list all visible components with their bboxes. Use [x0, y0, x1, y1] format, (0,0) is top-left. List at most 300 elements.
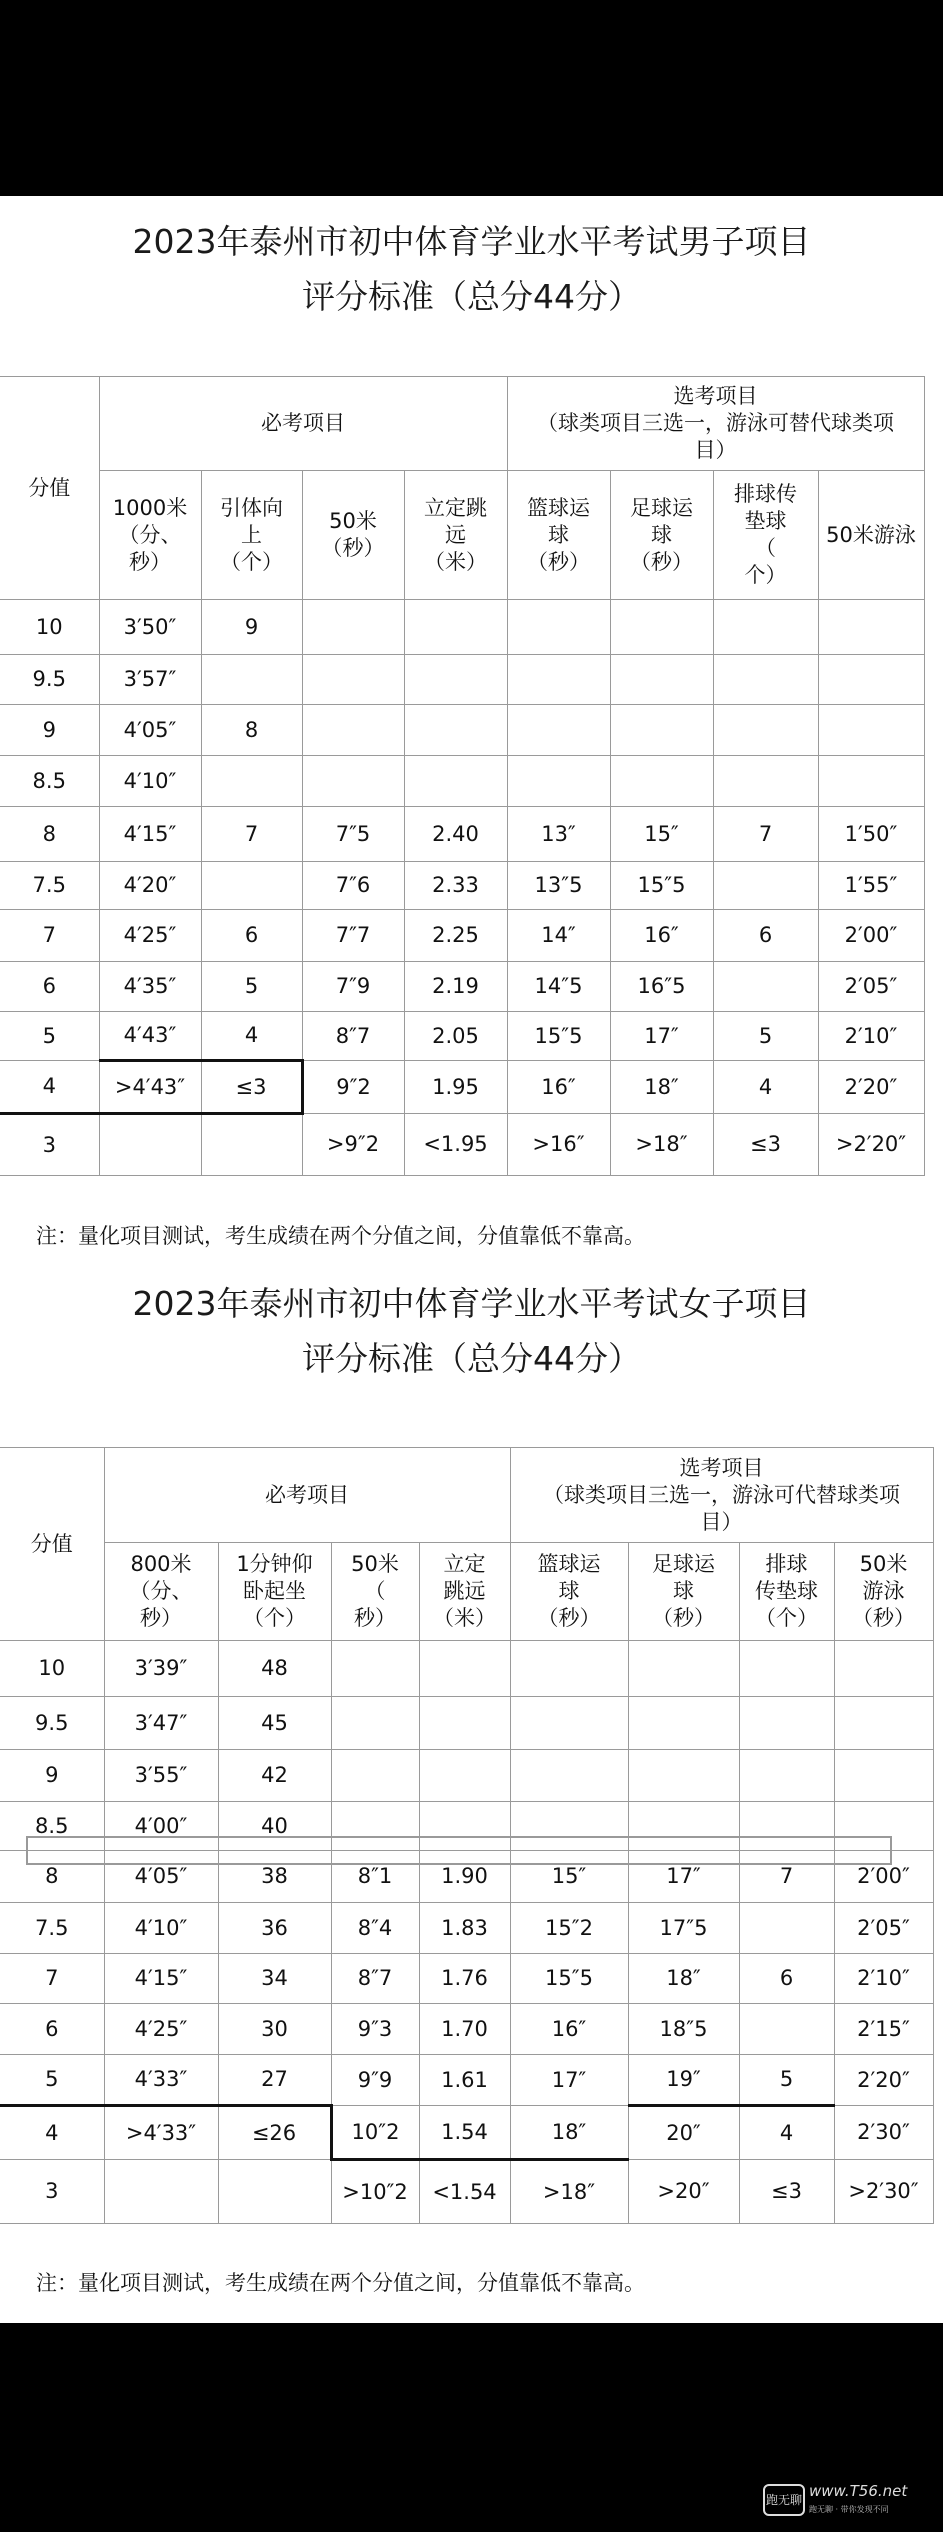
cell-swim-50m: 2′00″	[818, 910, 924, 962]
cell-volleyball	[713, 600, 818, 655]
cell-swim-50m: 2′05″	[834, 1903, 933, 1954]
cell-swim-50m: 2′30″	[834, 2106, 933, 2160]
cell-score: 3	[0, 2160, 104, 2224]
col-header-line: （秒）	[321, 536, 385, 560]
cell-basketball: 15″2	[510, 1903, 628, 1954]
cell-sprint-50m: 7″9	[302, 962, 404, 1012]
cell-football	[610, 600, 713, 655]
col-header-sprint-50m	[331, 1543, 419, 1641]
cell-football: 19″	[628, 2055, 739, 2106]
cell-volleyball: ≤3	[739, 2160, 834, 2224]
cell-sprint-50m	[331, 1802, 419, 1851]
cell-basketball	[507, 756, 610, 807]
cell-sprint-50m	[302, 655, 404, 705]
cell-volleyball	[713, 705, 818, 756]
cell-long-jump	[419, 1802, 510, 1851]
cell-sprint-50m	[302, 600, 404, 655]
cell-football	[628, 1750, 739, 1802]
table-row	[0, 910, 924, 962]
cell-football: 18″	[628, 1954, 739, 2004]
cell-score: 9	[0, 1750, 104, 1802]
cell-football: 17″	[628, 1851, 739, 1903]
table-row	[0, 1697, 933, 1750]
col-header-line: 传垫球	[755, 1579, 818, 1603]
col-header-line: 秒）	[140, 1606, 182, 1630]
cell-run: 4′35″	[99, 962, 201, 1012]
cell-football	[628, 1802, 739, 1851]
cell-volleyball: 5	[739, 2055, 834, 2106]
col-header-line: 50米游泳	[826, 522, 916, 547]
col-header-line: 引体向	[220, 495, 283, 520]
cell-long-jump	[404, 756, 507, 807]
cell-basketball: 13″5	[507, 862, 610, 910]
cell-football: 18″5	[628, 2004, 739, 2055]
cell-swim-50m	[834, 1641, 933, 1697]
table-row	[0, 807, 924, 862]
cell-score: 7	[0, 1954, 104, 2004]
col-header-line: 游泳	[862, 1579, 905, 1603]
girls-score-table	[0, 1447, 934, 2224]
cell-score: 5	[0, 2055, 104, 2106]
table-row	[0, 962, 924, 1012]
cell-score: 4	[0, 1061, 99, 1114]
boys-title-line1: 2023年泰州市初中体育学业水平考试男子项目	[132, 222, 811, 261]
cell-sprint-50m	[331, 1641, 419, 1697]
cell-long-jump: 1.70	[419, 2004, 510, 2055]
cell-sprint-50m: 8″7	[331, 1954, 419, 2004]
col-header-line: （米）	[433, 1606, 496, 1630]
cell-football: 20″	[628, 2106, 739, 2160]
cell-sprint-50m: 7″5	[302, 807, 404, 862]
col-header-line: （个）	[220, 549, 283, 574]
cell-basketball	[507, 600, 610, 655]
cell-strength	[218, 2160, 331, 2224]
cell-volleyball	[739, 1802, 834, 1851]
col-header-line: 秒）	[129, 549, 171, 574]
cell-strength: ≤3	[201, 1061, 302, 1114]
optional-items-note: （球类项目三选一，游泳可替代球类项	[537, 411, 894, 435]
cell-basketball: 17″	[510, 2055, 628, 2106]
required-items-header: 必考项目	[104, 1448, 510, 1543]
cell-swim-50m: >2′30″	[834, 2160, 933, 2224]
col-header-run	[104, 1543, 218, 1641]
cell-strength: 34	[218, 1954, 331, 2004]
cell-swim-50m: 1′55″	[818, 862, 924, 910]
cell-football	[610, 756, 713, 807]
table-row	[0, 1851, 933, 1903]
cell-volleyball	[739, 1641, 834, 1697]
cell-run	[104, 2160, 218, 2224]
cell-volleyball	[713, 862, 818, 910]
col-header-line: 排球传	[734, 482, 797, 506]
cell-score: 7	[0, 910, 99, 962]
girls-note: 注：量化项目测试，考生成绩在两个分值之间，分值靠低不靠高。	[36, 2271, 645, 2295]
cell-run: 4′43″	[99, 1012, 201, 1061]
col-header-line: 1分钟仰	[236, 1552, 313, 1576]
cell-volleyball: 6	[713, 910, 818, 962]
col-header-line: 球	[673, 1579, 694, 1603]
col-header-line: 球	[651, 522, 672, 547]
cell-football	[628, 1641, 739, 1697]
cell-sprint-50m: 9″3	[331, 2004, 419, 2055]
col-header-sprint-50m	[302, 471, 404, 600]
table-row	[0, 862, 924, 910]
optional-items-note-cont: 目）	[700, 1509, 743, 1534]
cell-strength: 30	[218, 2004, 331, 2055]
optional-items-note: （球类项目三选一，游泳可代替球类项	[543, 1482, 900, 1507]
col-header-line: （秒）	[537, 1606, 601, 1630]
cell-run: 3′57″	[99, 655, 201, 705]
cell-football	[610, 705, 713, 756]
col-header-line: 球	[558, 1579, 580, 1603]
col-header-line: 个）	[744, 563, 787, 587]
cell-run: 3′50″	[99, 600, 201, 655]
table-row	[0, 2004, 933, 2055]
cell-strength	[201, 862, 302, 910]
col-header-line: （个）	[243, 1606, 306, 1630]
col-header-line: 立定跳	[424, 495, 487, 520]
cell-long-jump: 1.83	[419, 1903, 510, 1954]
cell-run: 3′39″	[104, 1641, 218, 1697]
cell-volleyball: 4	[713, 1061, 818, 1114]
cell-run: >4′33″	[104, 2106, 218, 2160]
cell-volleyball	[713, 962, 818, 1012]
col-header-line: （秒）	[527, 549, 590, 574]
cell-basketball: 15″5	[507, 1012, 610, 1061]
cell-run: 4′10″	[99, 756, 201, 807]
cell-sprint-50m: 8″1	[331, 1851, 419, 1903]
cell-volleyball	[713, 655, 818, 705]
cell-run: 4′05″	[104, 1851, 218, 1903]
cell-volleyball	[739, 1750, 834, 1802]
cell-basketball: 16″	[507, 1061, 610, 1114]
cell-swim-50m: >2′20″	[818, 1114, 924, 1176]
cell-basketball	[510, 1641, 628, 1697]
col-header-line: 秒）	[354, 1606, 396, 1630]
cell-long-jump	[404, 655, 507, 705]
cell-run: >4′43″	[99, 1061, 201, 1114]
cell-sprint-50m	[331, 1697, 419, 1750]
cell-volleyball: 5	[713, 1012, 818, 1061]
cell-basketball	[510, 1802, 628, 1851]
cell-football	[610, 655, 713, 705]
boys-score-sheet	[0, 196, 943, 1278]
optional-items-header	[510, 1448, 933, 1543]
cell-basketball	[507, 655, 610, 705]
table-row	[0, 1750, 933, 1802]
table-row	[0, 2160, 933, 2224]
col-header-line: 篮球运	[527, 495, 590, 520]
col-header-line: （秒）	[652, 1606, 715, 1630]
cell-swim-50m	[834, 1802, 933, 1851]
cell-score: 8.5	[0, 1802, 104, 1851]
cell-sprint-50m	[302, 756, 404, 807]
cell-strength: 36	[218, 1903, 331, 1954]
col-header-swim-50m	[818, 471, 924, 600]
cell-football: 18″	[610, 1061, 713, 1114]
cell-volleyball	[739, 1903, 834, 1954]
cell-basketball: 13″	[507, 807, 610, 862]
cell-long-jump	[404, 600, 507, 655]
col-header-line: 50米	[351, 1552, 399, 1576]
table-row	[0, 1954, 933, 2004]
cell-swim-50m: 2′05″	[818, 962, 924, 1012]
cell-score: 7.5	[0, 862, 99, 910]
col-header-line: 球	[548, 522, 569, 547]
col-header-volleyball	[739, 1543, 834, 1641]
cell-run: 4′10″	[104, 1903, 218, 1954]
cell-swim-50m	[834, 1750, 933, 1802]
cell-volleyball: 7	[713, 807, 818, 862]
cell-long-jump: 2.19	[404, 962, 507, 1012]
cell-strength: 7	[201, 807, 302, 862]
cell-strength: 40	[218, 1802, 331, 1851]
optional-items-header	[507, 377, 924, 471]
table-row	[0, 1903, 933, 1954]
cell-run: 3′55″	[104, 1750, 218, 1802]
cell-score: 8	[0, 807, 99, 862]
cell-score: 6	[0, 962, 99, 1012]
cell-football: 17″5	[628, 1903, 739, 1954]
col-header-line: 1000米	[112, 495, 188, 520]
table-row	[0, 1802, 933, 1851]
col-header-line: 上	[241, 522, 262, 547]
cell-strength	[201, 756, 302, 807]
score-header: 分值	[0, 1448, 104, 1641]
cell-strength: 45	[218, 1697, 331, 1750]
optional-items-note-cont: 目）	[694, 438, 737, 462]
cell-strength: 48	[218, 1641, 331, 1697]
cell-football: 16″5	[610, 962, 713, 1012]
cell-score: 5	[0, 1012, 99, 1061]
cell-swim-50m	[818, 600, 924, 655]
cell-score: 9	[0, 705, 99, 756]
col-header-line: （秒）	[630, 549, 693, 574]
cell-long-jump: 1.61	[419, 2055, 510, 2106]
col-header-run	[99, 471, 201, 600]
required-items-header: 必考项目	[99, 377, 507, 471]
cell-swim-50m	[818, 705, 924, 756]
table-row	[0, 1641, 933, 1697]
cell-long-jump: 2.33	[404, 862, 507, 910]
cell-score: 10	[0, 1641, 104, 1697]
col-header-line: 足球运	[630, 495, 693, 520]
cell-long-jump: 1.95	[404, 1061, 507, 1114]
cell-run	[99, 1114, 201, 1176]
cell-football: 15″	[610, 807, 713, 862]
col-header-line: 立定	[443, 1552, 486, 1576]
cell-swim-50m	[818, 655, 924, 705]
col-header-football	[628, 1543, 739, 1641]
cell-basketball: 15″	[510, 1851, 628, 1903]
cell-basketball	[510, 1697, 628, 1750]
table-row	[0, 1114, 924, 1176]
watermark-logo: 跑无聊	[763, 2484, 805, 2516]
cell-strength: 4	[201, 1012, 302, 1061]
cell-swim-50m: 2′10″	[834, 1954, 933, 2004]
col-header-strength	[218, 1543, 331, 1641]
col-header-line: （秒）	[852, 1606, 915, 1630]
table-row	[0, 600, 924, 655]
cell-volleyball: ≤3	[713, 1114, 818, 1176]
col-header-basketball	[507, 471, 610, 600]
girls-title-line2: 评分标准（总分44分）	[302, 1339, 641, 1378]
cell-long-jump: <1.54	[419, 2160, 510, 2224]
col-header-line: 50米	[329, 509, 377, 533]
table-row	[0, 1012, 924, 1061]
table-row	[0, 2106, 933, 2160]
cell-swim-50m: 1′50″	[818, 807, 924, 862]
cell-strength: 38	[218, 1851, 331, 1903]
cell-sprint-50m: 7″7	[302, 910, 404, 962]
cell-long-jump: <1.95	[404, 1114, 507, 1176]
table-row	[0, 2055, 933, 2106]
cell-volleyball	[713, 756, 818, 807]
cell-swim-50m: 2′15″	[834, 2004, 933, 2055]
cell-volleyball: 4	[739, 2106, 834, 2160]
cell-football: 17″	[610, 1012, 713, 1061]
cell-basketball: 18″	[510, 2106, 628, 2160]
col-header-football	[610, 471, 713, 600]
cell-volleyball: 6	[739, 1954, 834, 2004]
cell-strength: 5	[201, 962, 302, 1012]
cell-run: 4′25″	[99, 910, 201, 962]
col-header-line: （米）	[424, 549, 487, 574]
cell-swim-50m	[818, 756, 924, 807]
cell-strength: 8	[201, 705, 302, 756]
score-header: 分值	[0, 377, 99, 600]
cell-basketball	[507, 705, 610, 756]
cell-long-jump: 2.25	[404, 910, 507, 962]
col-header-line: （分、	[129, 1579, 193, 1603]
cell-strength: 27	[218, 2055, 331, 2106]
cell-score: 9.5	[0, 1697, 104, 1750]
cell-swim-50m	[834, 1697, 933, 1750]
cell-strength: ≤26	[218, 2106, 331, 2160]
col-header-line: 垫球	[744, 509, 787, 533]
cell-long-jump: 2.40	[404, 807, 507, 862]
cell-long-jump	[404, 705, 507, 756]
cell-sprint-50m: 7″6	[302, 862, 404, 910]
cell-sprint-50m	[331, 1750, 419, 1802]
cell-score: 6	[0, 2004, 104, 2055]
boys-score-table	[0, 376, 925, 1176]
col-header-line: 足球运	[652, 1552, 715, 1576]
col-header-line: （	[755, 536, 776, 560]
watermark-slogan: 跑无聊 · 带你发现不同	[809, 2505, 889, 2514]
col-header-line: （个）	[755, 1606, 818, 1630]
col-header-line: 800米	[130, 1552, 192, 1576]
cell-basketball: 14″5	[507, 962, 610, 1012]
cell-long-jump: 1.54	[419, 2106, 510, 2160]
cell-swim-50m: 2′20″	[834, 2055, 933, 2106]
cell-run: 4′20″	[99, 862, 201, 910]
col-header-line: （	[364, 1579, 386, 1603]
cell-strength: 6	[201, 910, 302, 962]
cell-run: 4′05″	[99, 705, 201, 756]
site-watermark	[763, 2478, 938, 2524]
watermark-site: www.T56.net	[809, 2482, 908, 2500]
cell-sprint-50m: 8″7	[302, 1012, 404, 1061]
cell-sprint-50m: >9″2	[302, 1114, 404, 1176]
cell-score: 9.5	[0, 655, 99, 705]
col-header-long-jump	[419, 1543, 510, 1641]
cell-strength: 42	[218, 1750, 331, 1802]
cell-volleyball	[739, 1697, 834, 1750]
cell-long-jump: 1.90	[419, 1851, 510, 1903]
table-row	[0, 655, 924, 705]
col-header-line: 跳远	[443, 1579, 486, 1603]
cell-basketball: 14″	[507, 910, 610, 962]
boys-note: 注：量化项目测试，考生成绩在两个分值之间，分值靠低不靠高。	[36, 1224, 645, 1248]
cell-run: 4′33″	[104, 2055, 218, 2106]
col-header-line: （分、	[118, 522, 182, 547]
cell-basketball	[510, 1750, 628, 1802]
cell-swim-50m: 2′20″	[818, 1061, 924, 1114]
cell-sprint-50m: 10″2	[331, 2106, 419, 2160]
col-header-line: 卧起坐	[243, 1579, 306, 1603]
boys-title-line2: 评分标准（总分44分）	[302, 277, 641, 316]
cell-strength: 9	[201, 600, 302, 655]
optional-items-title: 选考项目	[679, 1455, 764, 1480]
col-header-line: 篮球运	[537, 1552, 601, 1576]
cell-basketball: >18″	[510, 2160, 628, 2224]
col-header-swim-50m	[834, 1543, 933, 1641]
cell-football: >20″	[628, 2160, 739, 2224]
cell-football	[628, 1697, 739, 1750]
cell-score: 7.5	[0, 1903, 104, 1954]
cell-football: 16″	[610, 910, 713, 962]
cell-strength	[201, 655, 302, 705]
cell-swim-50m: 2′00″	[834, 1851, 933, 1903]
col-header-strength	[201, 471, 302, 600]
optional-items-title: 选考项目	[673, 384, 758, 408]
col-header-volleyball	[713, 471, 818, 600]
cell-run: 3′47″	[104, 1697, 218, 1750]
cell-long-jump	[419, 1697, 510, 1750]
cell-basketball: 16″	[510, 2004, 628, 2055]
cell-football: >18″	[610, 1114, 713, 1176]
table-row	[0, 756, 924, 807]
col-header-basketball	[510, 1543, 628, 1641]
cell-long-jump: 1.76	[419, 1954, 510, 2004]
cell-sprint-50m: 8″4	[331, 1903, 419, 1954]
col-header-long-jump	[404, 471, 507, 600]
cell-basketball: 15″5	[510, 1954, 628, 2004]
cell-long-jump	[419, 1750, 510, 1802]
cell-score: 4	[0, 2106, 104, 2160]
cell-sprint-50m	[302, 705, 404, 756]
cell-long-jump	[419, 1641, 510, 1697]
cell-run: 4′25″	[104, 2004, 218, 2055]
cell-volleyball: 7	[739, 1851, 834, 1903]
cell-score: 8.5	[0, 756, 99, 807]
col-header-line: 远	[445, 522, 466, 547]
girls-title-line1: 2023年泰州市初中体育学业水平考试女子项目	[132, 1284, 811, 1323]
cell-volleyball	[739, 2004, 834, 2055]
cell-run: 4′15″	[99, 807, 201, 862]
cell-score: 10	[0, 600, 99, 655]
cell-score: 3	[0, 1114, 99, 1176]
table-row	[0, 1061, 924, 1114]
table-row	[0, 705, 924, 756]
cell-sprint-50m: 9″2	[302, 1061, 404, 1114]
cell-score: 8	[0, 1851, 104, 1903]
cell-sprint-50m: >10″2	[331, 2160, 419, 2224]
cell-football: 15″5	[610, 862, 713, 910]
cell-basketball: >16″	[507, 1114, 610, 1176]
cell-strength	[201, 1114, 302, 1176]
